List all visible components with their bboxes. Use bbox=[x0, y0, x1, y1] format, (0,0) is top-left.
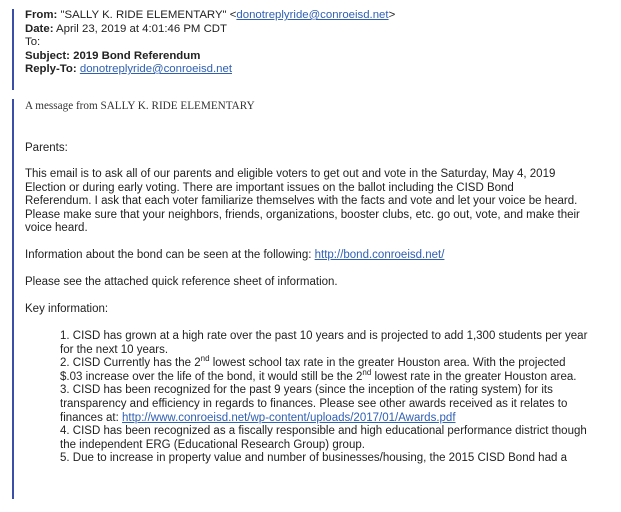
item2-text-a: 2. CISD Currently has the 2 bbox=[60, 357, 201, 370]
quote-bar-list bbox=[12, 331, 14, 499]
list-item-line: the independent ERG (Educational Research Group) group. bbox=[60, 438, 365, 451]
date-label: Date: bbox=[25, 22, 54, 35]
replyto-label: Reply-To: bbox=[25, 63, 77, 75]
list-item-line: transparency and efficiency in regards to finances. Please see other awards received as it relates to bbox=[60, 397, 568, 410]
key-info-label: Key information: bbox=[25, 303, 109, 315]
quote-bar-header bbox=[12, 9, 14, 90]
from-name: "SALLY K. RIDE ELEMENTARY" bbox=[60, 9, 227, 21]
main-line: voice heard. bbox=[25, 222, 88, 235]
main-line: This email is to ask all of our parents and eligible voters to get out and vote in the Saturday, May 4, 2019 bbox=[25, 168, 556, 180]
replyto-row bbox=[25, 63, 395, 77]
greeting: Parents: bbox=[25, 142, 68, 154]
key-info-list bbox=[60, 330, 610, 466]
email-header bbox=[25, 9, 395, 77]
attached-note: Please see the attached quick reference sheet of information. bbox=[25, 276, 338, 288]
ordinal-sup: nd bbox=[200, 354, 210, 364]
list-item-line: 1. CISD has grown at a high rate over the past 10 years and is projected to add 1,300 students per year bbox=[60, 330, 588, 342]
main-line: Election or during early voting. There are important issues on the ballot including the CISD Bond bbox=[25, 181, 514, 194]
from-row bbox=[25, 9, 395, 23]
from-email-link[interactable]: donotreplyride@conroeisd.net bbox=[236, 9, 389, 21]
list-item-line: 3. CISD has been recognized for the past 9 years (since the inception of the rating system) for its bbox=[60, 384, 553, 397]
awards-link[interactable]: http://www.conroeisd.net/wp-content/uploads/2017/01/Awards.pdf bbox=[122, 411, 456, 424]
list-item-line bbox=[60, 367, 610, 385]
item3-text: finances at: bbox=[60, 411, 123, 424]
list-item-line bbox=[60, 354, 610, 371]
item2-text-b: lowest school tax rate in the greater Houston area. With the projected bbox=[209, 357, 566, 370]
list-item-1 bbox=[60, 330, 610, 357]
quote-bar-body bbox=[12, 99, 14, 331]
list-item-2 bbox=[60, 354, 610, 384]
list-item-line: 5. Due to increase in property value and number of businesses/housing, the 2015 CISD Bond had a bbox=[60, 452, 567, 465]
subject-row bbox=[25, 50, 395, 64]
info-paragraph bbox=[25, 249, 605, 263]
from-label: From: bbox=[25, 9, 58, 21]
list-item-5 bbox=[60, 452, 610, 466]
list-item-3 bbox=[60, 384, 610, 425]
list-item-4 bbox=[60, 425, 610, 452]
subject-label: Subject: bbox=[25, 49, 70, 62]
to-label: To: bbox=[25, 36, 41, 48]
date-value: April 23, 2019 at 4:01:46 PM CDT bbox=[56, 22, 227, 35]
bond-link[interactable]: http://bond.conroeisd.net/ bbox=[314, 249, 445, 261]
info-text: Information about the bond can be seen at the following: bbox=[25, 249, 315, 261]
list-item-line: 4. CISD has been recognized as a fiscally responsible and high educational performance district though bbox=[60, 425, 587, 438]
date-row bbox=[25, 23, 395, 37]
to-row bbox=[25, 36, 395, 50]
list-item-line bbox=[60, 412, 610, 426]
list-item-line: for the next 10 years. bbox=[60, 343, 169, 356]
item2-text-c: $.03 increase over the life of the bond, it would still be the 2 bbox=[60, 370, 363, 383]
from-email-close: > bbox=[388, 9, 396, 21]
main-paragraph bbox=[25, 168, 605, 236]
main-line: Please make sure that your neighbors, friends, organizations, booster clubs, etc. go out, vote, and make their bbox=[25, 208, 580, 221]
intro-line: A message from SALLY K. RIDE ELEMENTARY bbox=[25, 100, 255, 112]
item2-text-d: lowest rate in the greater Houston area. bbox=[371, 370, 577, 383]
main-line: Referendum. I ask that each voter familiarize themselves with the facts and vote and let your voice be heard. bbox=[25, 195, 578, 208]
ordinal-sup: nd bbox=[362, 367, 372, 377]
from-email-open: < bbox=[229, 9, 237, 21]
subject-value: 2019 Bond Referendum bbox=[73, 49, 201, 62]
replyto-email-link[interactable]: donotreplyride@conroeisd.net bbox=[79, 63, 232, 75]
